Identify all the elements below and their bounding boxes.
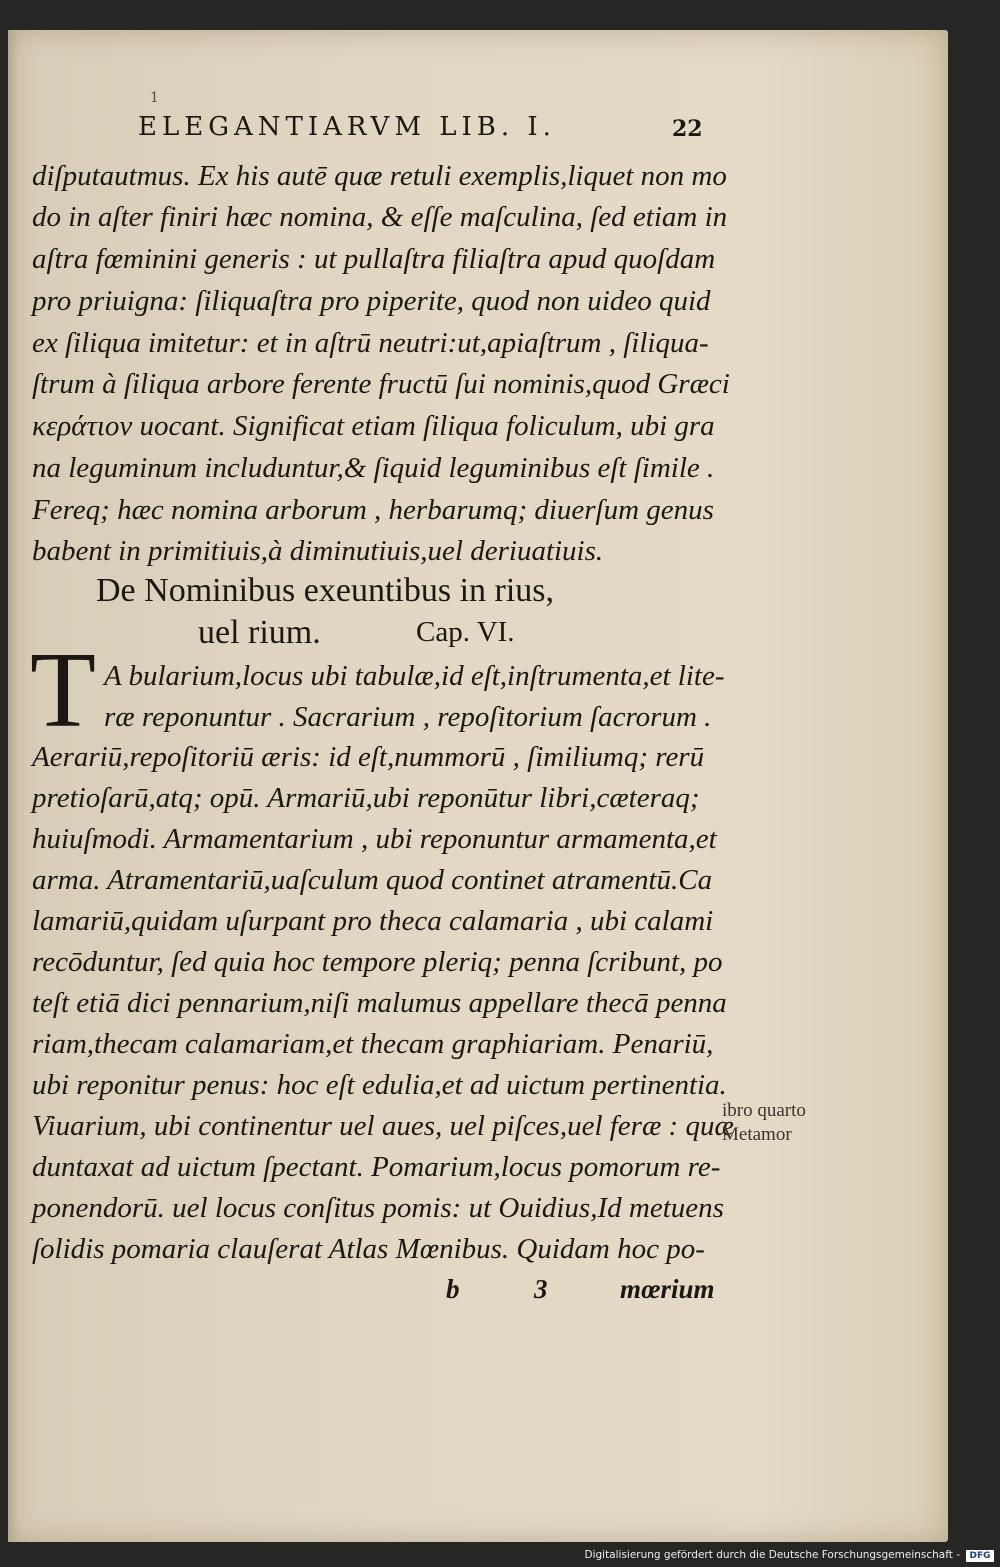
chapter-heading: De Nominibus exeuntibus in rius, — [96, 572, 555, 609]
body-line: pro priuigna: ſiliquaſtra pro piperite, quod non uideo quid — [32, 285, 711, 317]
body-line: κεράτιον uocant. Significat etiam ſiliqua foliculum, ubi gra — [32, 410, 715, 442]
body-line: ex ſiliqua imitetur: et in aſtrū neutri:ut,apiaſtrum , ſiliqua- — [32, 327, 709, 359]
body-line: Fereq; hæc nomina arborum , herbarumq; diuerſum genus — [32, 494, 714, 526]
body-line: A bularium,locus ubi tabulæ,id eſt,inſtrumenta,et lite- — [104, 660, 725, 692]
body-line: ſtrum à ſiliqua arbore ferente fructū ſui nominis,quod Græci — [32, 368, 730, 400]
signature-letter: b — [446, 1274, 460, 1304]
body-line: huiuſmodi. Armamentarium , ubi reponuntur armamenta,et — [32, 823, 717, 855]
catchword: mœrium — [620, 1274, 715, 1304]
signature-number: 3 — [534, 1274, 548, 1304]
body-line: aſtra fœminini generis : ut pullaſtra filiaſtra apud quoſdam — [32, 243, 716, 275]
dfg-logo: DFG — [966, 1550, 994, 1562]
body-line: recōduntur, ſed quia hoc tempore pleriq; penna ſcribunt, po — [32, 946, 723, 978]
body-line: lamariū,quidam uſurpant pro theca calamaria , ubi calami — [32, 905, 714, 937]
body-line: ræ reponuntur . Sacrarium , repoſitorium ſacrorum . — [104, 701, 712, 733]
body-line: duntaxat ad uictum ſpectant. Pomarium,locus pomorum re- — [32, 1151, 721, 1183]
body-line: na leguminum includuntur,& ſiquid leguminibus eſt ſimile . — [32, 452, 715, 484]
margin-note-line: Metamor — [722, 1124, 792, 1145]
chapter-number: Cap. VI. — [416, 616, 515, 648]
body-line: do in aſter finiri hæc nomina, & eſſe maſculina, ſed etiam in — [32, 201, 728, 233]
body-line: diſputautmus. Ex his autē quæ retuli exemplis,liquet non mo — [32, 160, 727, 192]
margin-note-line: ibro quarto — [722, 1100, 806, 1121]
body-line: Viuarium, ubi continentur uel aues, uel piſces,uel feræ : quæ — [32, 1110, 734, 1142]
body-line: pretioſarū,atq; opū. Armariū,ubi reponūtur libri,cæteraq; — [32, 782, 700, 814]
body-line: Aerariū,repoſitoriū æris: id eſt,nummorū , ſimiliumq; rerū — [32, 741, 705, 773]
body-line: babent in primitiuis,à diminutiuis,uel deriuatiuis. — [32, 535, 604, 567]
folio-number: 22 — [672, 116, 703, 142]
body-line: teſt etiā dici pennarium,niſi malumus appellare thecā penna — [32, 987, 727, 1019]
running-head: ELEGANTIARVM LIB. I. — [138, 112, 556, 142]
body-line: riam,thecam calamariam,et thecam graphiariam. Penariū, — [32, 1028, 714, 1060]
body-line: ubi reponitur penus: hoc eſt edulia,et ad uictum pertinentia. — [32, 1069, 727, 1101]
page-gutter-shadow — [8, 30, 18, 1542]
chapter-heading-cont: uel rium. — [198, 614, 321, 651]
digitization-credit: Digitalisierung gefördert durch die Deutsche Forschungsgemeinschaft - — [584, 1549, 960, 1561]
body-line: arma. Atramentariū,uaſculum quod continet atramentū.Ca — [32, 864, 713, 896]
top-mark: 1 — [150, 90, 159, 106]
body-line: ponendorū. uel locus conſitus pomis: ut Ouidius,Id metuens — [32, 1192, 724, 1224]
drop-cap: T — [30, 631, 96, 750]
body-line: ſolidis pomaria clauſerat Atlas Mœnibus. Quidam hoc po- — [32, 1233, 705, 1265]
